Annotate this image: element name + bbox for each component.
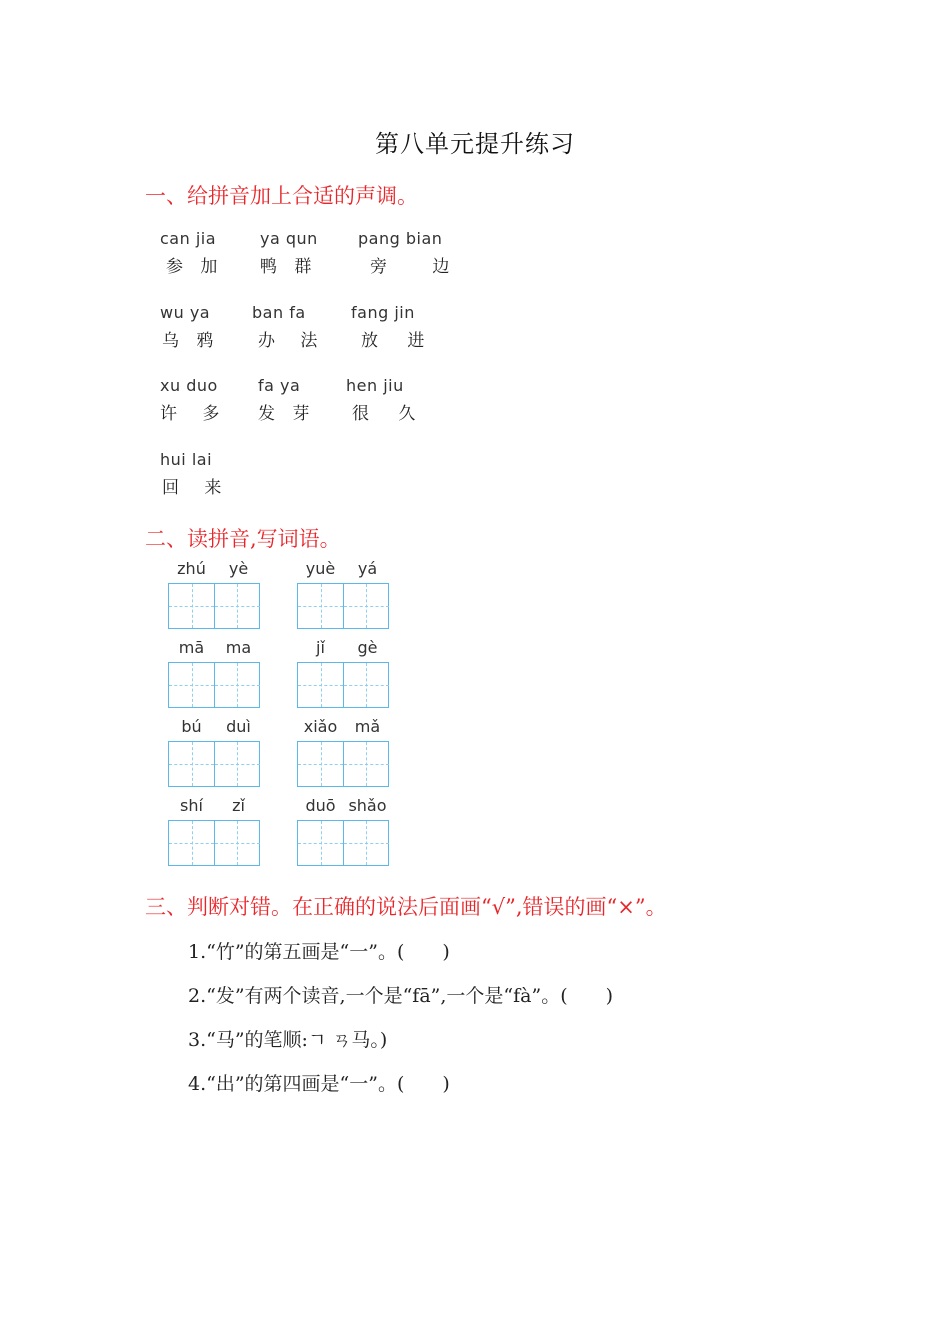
pinyin-item (351, 303, 461, 351)
hanzi-text: 乌 鸦 (162, 331, 220, 351)
word-writing-box (168, 717, 262, 739)
pinyin-syllable: yuè (305, 559, 336, 578)
tian-zi-grid[interactable] (297, 820, 389, 866)
judgement-question: 3.“马”的笔顺:ㄱ ㄢ马。) (188, 1029, 388, 1051)
pinyin-item (252, 303, 362, 351)
pinyin-text: pang bian (358, 229, 443, 248)
pinyin-syllable: bú (181, 717, 202, 736)
pinyin-item (160, 376, 270, 424)
pinyin-syllable: zhú (177, 559, 206, 578)
pinyin-text: wu ya (160, 303, 211, 322)
judgement-question: 2.“发”有两个读音,一个是“fā”,一个是“fà”。( ) (188, 985, 614, 1007)
hanzi-text: 很 久 (352, 404, 428, 424)
pinyin-item (160, 450, 270, 498)
word-writing-box (168, 559, 262, 581)
pinyin-text: can jia (160, 229, 217, 248)
pinyin-syllable: duì (226, 717, 251, 736)
tian-zi-grid[interactable] (168, 662, 260, 708)
word-writing-box (297, 559, 391, 581)
pinyin-item (358, 229, 468, 277)
hanzi-text: 回 来 (162, 478, 232, 498)
hanzi-text: 办 法 (258, 331, 328, 351)
pinyin-text: ban fa (252, 303, 306, 322)
section1-heading: 一、给拼音加上合适的声调。 (145, 184, 418, 208)
hanzi-text: 发 芽 (258, 404, 316, 424)
pinyin-item (260, 229, 370, 277)
hanzi-text: 鸭 群 (260, 257, 318, 277)
pinyin-syllable: yè (228, 559, 249, 578)
pinyin-syllable: xiǎo (303, 717, 338, 736)
pinyin-text: fang jin (351, 303, 415, 322)
pinyin-text: hui lai (160, 450, 213, 469)
page-title: 第八单元提升练习 (375, 130, 575, 158)
hanzi-text: 旁 边 (370, 257, 470, 277)
pinyin-text: fa ya (258, 376, 301, 395)
pinyin-syllable: ma (225, 638, 252, 657)
word-writing-box (297, 796, 391, 818)
pinyin-text: hen jiu (346, 376, 404, 395)
pinyin-syllable: mǎ (354, 717, 381, 736)
judgement-question: 4.“出”的第四画是“一”。( ) (188, 1073, 450, 1095)
tian-zi-grid[interactable] (297, 583, 389, 629)
word-writing-box (168, 638, 262, 660)
pinyin-syllable: jǐ (316, 638, 325, 657)
pinyin-syllable: shǎo (348, 796, 387, 815)
tian-zi-grid[interactable] (168, 583, 260, 629)
word-writing-box (297, 717, 391, 739)
word-writing-box (168, 796, 262, 818)
pinyin-syllable: yá (357, 559, 378, 578)
pinyin-syllable: gè (357, 638, 378, 657)
pinyin-syllable: shí (180, 796, 203, 815)
hanzi-text: 放 进 (361, 331, 437, 351)
tian-zi-grid[interactable] (297, 741, 389, 787)
section3-heading: 三、判断对错。在正确的说法后面画“√”,错误的画“×”。 (145, 895, 667, 919)
pinyin-item (160, 229, 270, 277)
tian-zi-grid[interactable] (168, 741, 260, 787)
pinyin-syllable: mā (178, 638, 205, 657)
word-writing-box (297, 638, 391, 660)
hanzi-text: 许 多 (160, 404, 230, 424)
pinyin-syllable: duō (305, 796, 336, 815)
hanzi-text: 参 加 (166, 257, 224, 277)
tian-zi-grid[interactable] (297, 662, 389, 708)
pinyin-item (346, 376, 456, 424)
tian-zi-grid[interactable] (168, 820, 260, 866)
section2-heading: 二、读拼音,写词语。 (145, 527, 341, 551)
pinyin-syllable: zǐ (232, 796, 245, 815)
judgement-question: 1.“竹”的第五画是“一”。( ) (188, 941, 450, 963)
pinyin-text: ya qun (260, 229, 318, 248)
pinyin-text: xu duo (160, 376, 218, 395)
